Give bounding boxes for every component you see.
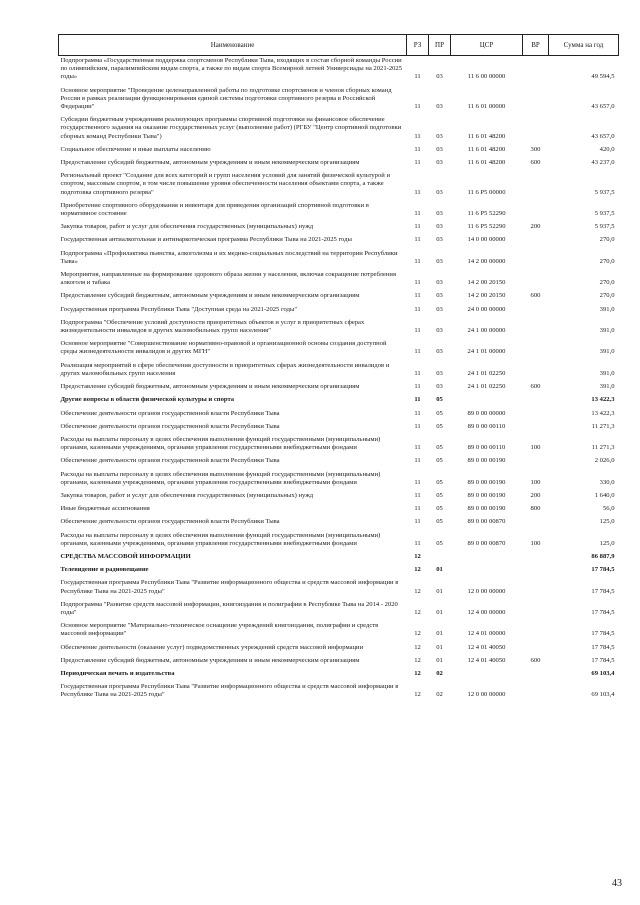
row-name: Субсидии бюджетным учреждениям реализующих программы спортивной подготовки на финансовое обеспечение государственного задания на оказание государственных услуг (выполнение работ) (РГБУ "Центр спортивной подготовки сборных команд Республики Тыва"): [60, 116, 402, 140]
row-pr: 03: [436, 305, 443, 313]
row-sum: 17 784,5: [591, 656, 615, 664]
row-rz: 12: [414, 587, 421, 595]
row-name: Предоставление субсидий бюджетным, автономным учреждениям и иным некоммерческим организациям: [60, 656, 360, 664]
row-pr: 03: [436, 257, 443, 265]
row-name: Подпрограмма «Профилактика пьянства, алкоголизма и их медико-социальных последствий на территории Республики Тыва»: [60, 249, 398, 265]
row-csr: 89 0 00 00870: [467, 539, 506, 547]
row-vr: 100: [530, 444, 541, 452]
row-csr: 89 0 00 00190: [467, 491, 506, 499]
table-row: [59, 501, 619, 514]
row-rz: 11: [414, 422, 421, 430]
table-row: [59, 155, 619, 168]
row-name: Социальное обеспечение и иные выплаты населению: [60, 145, 211, 153]
row-csr: [451, 392, 523, 405]
row-csr: 14 2 00 20150: [467, 292, 506, 300]
header-csr: ЦСР: [451, 35, 523, 56]
row-csr: 12 0 00 00000: [467, 691, 506, 699]
header-vr: ВР: [523, 35, 549, 56]
row-vr: [523, 562, 549, 575]
row-name: Закупка товаров, работ и услуг для обеспечения государственных (муниципальных) нужд: [60, 223, 314, 231]
row-csr: [451, 666, 523, 679]
row-sum: 5 937,5: [594, 188, 615, 196]
row-rz: 12: [414, 552, 421, 560]
row-vr: 300: [530, 145, 541, 153]
row-sum: 43 657,0: [591, 132, 615, 140]
row-vr: [523, 392, 549, 405]
table-row: [59, 679, 619, 700]
row-rz: 11: [414, 383, 421, 391]
header-name: Наименование: [59, 35, 407, 56]
row-sum: 125,0: [599, 518, 615, 526]
row-vr: 800: [530, 505, 541, 513]
table-row: [59, 432, 619, 453]
row-rz: 11: [414, 103, 421, 111]
row-pr: 01: [436, 656, 443, 664]
row-pr: 02: [436, 669, 443, 677]
row-vr: [523, 198, 549, 219]
row-csr: 12 4 01 40050: [467, 656, 506, 664]
row-sum: 13 422,3: [591, 409, 615, 417]
table-row: [59, 419, 619, 432]
row-sum: 43 657,0: [591, 103, 615, 111]
row-pr: 03: [436, 327, 443, 335]
row-sum: 330,0: [599, 478, 615, 486]
row-name: Обеспечение деятельности органов государственной власти Республики Тыва: [60, 422, 280, 430]
row-vr: [523, 597, 549, 618]
row-csr: 89 0 00 00110: [467, 422, 506, 430]
row-vr: [523, 336, 549, 357]
row-vr: 200: [530, 223, 541, 231]
row-vr: [523, 453, 549, 466]
row-name: Телевидение и радиовещание: [60, 566, 149, 574]
row-sum: 391,0: [599, 383, 615, 391]
row-name: Обеспечение деятельности органов государственной власти Республики Тыва: [60, 409, 280, 417]
page-number: 43: [612, 878, 622, 889]
row-rz: 11: [414, 327, 421, 335]
table-row: [59, 640, 619, 653]
row-pr: 05: [436, 539, 443, 547]
table-row: [59, 453, 619, 466]
row-csr: 89 0 00 00190: [467, 478, 506, 486]
row-sum: 5 937,5: [594, 210, 615, 218]
row-rz: 11: [414, 236, 421, 244]
row-vr: [523, 232, 549, 245]
row-rz: 12: [414, 669, 421, 677]
row-name: Подпрограмма "Обеспечение условий доступности приоритетных объектов и услуг в приоритетных сферах жизнедеятельности инвалидов и других маломобильных групп населения": [60, 318, 365, 335]
row-pr: 03: [436, 159, 443, 167]
row-csr: 14 2 00 20150: [467, 279, 506, 287]
row-rz: 11: [414, 210, 421, 218]
table-row: [59, 288, 619, 301]
table-row: [59, 315, 619, 336]
row-name: Государственная программа Республики Тыва "Доступная среда на 2021-2025 годы": [60, 305, 298, 313]
row-name: Мероприятия, направленные на формирование здорового образа жизни у населения, включая сокращение потребления алкоголя и табака: [60, 271, 396, 287]
table-row: [59, 232, 619, 245]
row-sum: 13 422,3: [591, 396, 615, 404]
row-sum: 86 887,9: [591, 552, 615, 560]
row-pr: 03: [436, 236, 443, 244]
row-sum: 5 937,5: [594, 223, 615, 231]
row-rz: 11: [414, 279, 421, 287]
row-csr: 11 6 01 48200: [467, 145, 506, 153]
row-sum: 270,0: [599, 279, 615, 287]
row-pr: 01: [436, 608, 443, 616]
table-row: [59, 358, 619, 379]
row-pr: 05: [436, 457, 443, 465]
row-pr: 05: [436, 444, 443, 452]
table-row: [59, 562, 619, 575]
row-vr: [523, 267, 549, 288]
row-vr: [523, 246, 549, 267]
row-rz: 11: [414, 145, 421, 153]
row-pr: 03: [436, 73, 443, 81]
row-name: Предоставление субсидий бюджетным, автономным учреждениям и иным некоммерческим организациям: [60, 159, 360, 167]
row-csr: 89 0 00 00870: [467, 518, 506, 526]
row-rz: 12: [414, 691, 421, 699]
row-rz: 11: [414, 444, 421, 452]
header-sum: Сумма на год: [549, 35, 619, 56]
row-csr: 89 0 00 00110: [467, 444, 506, 452]
row-rz: 11: [414, 292, 421, 300]
row-name: Реализация мероприятий в сфере обеспечения доступности в приоритетных сферах жизнедеятельности инвалидов и других маломобильных групп населения: [60, 361, 390, 377]
row-rz: 11: [414, 188, 421, 196]
table-header: [59, 35, 619, 56]
table-row: [59, 246, 619, 267]
row-sum: 270,0: [599, 292, 615, 300]
row-pr: 01: [436, 587, 443, 595]
row-pr: 03: [436, 132, 443, 140]
row-pr: 03: [436, 369, 443, 377]
row-csr: 11 6 00 00000: [467, 73, 506, 81]
row-pr: 03: [436, 188, 443, 196]
table-row: [59, 618, 619, 639]
row-csr: 11 6 P5 00000: [467, 188, 506, 196]
row-pr: 03: [436, 348, 443, 356]
row-name: Обеспечение деятельности органов государственной власти Республики Тыва: [60, 457, 280, 465]
row-vr: [523, 419, 549, 432]
row-sum: 56,0: [602, 505, 615, 513]
row-vr: 600: [530, 383, 541, 391]
row-name: Предоставление субсидий бюджетным, автономным учреждениям и иным некоммерческим организациям: [60, 383, 360, 391]
table-row: [59, 142, 619, 155]
row-vr: 100: [530, 478, 541, 486]
row-sum: 270,0: [599, 257, 615, 265]
row-name: СРЕДСТВА МАССОВОЙ ИНФОРМАЦИИ: [60, 552, 191, 560]
row-sum: 11 271,3: [591, 422, 615, 430]
row-rz: 11: [414, 409, 421, 417]
table-row: [59, 379, 619, 392]
row-rz: 11: [414, 518, 421, 526]
row-csr: 24 1 01 02250: [467, 369, 506, 377]
row-name: Основное мероприятие "Проведение целенаправленной работы по подготовке спортсменов и членов сборных команд России в рамках реализации функционирования единой системы подготовки спортивного резерва в Российской Федерации": [60, 86, 392, 111]
row-sum: 17 784,5: [591, 643, 615, 651]
row-pr: 05: [436, 396, 443, 404]
row-pr: 05: [436, 422, 443, 430]
row-pr: 01: [436, 643, 443, 651]
row-vr: [523, 358, 549, 379]
table-row: [59, 597, 619, 618]
row-sum: 17 784,5: [591, 587, 615, 595]
row-csr: 12 4 01 00000: [467, 630, 506, 638]
table-row: [59, 336, 619, 357]
row-pr: 05: [436, 491, 443, 499]
row-pr: 05: [436, 518, 443, 526]
row-name: Периодическая печать и издательства: [60, 669, 175, 677]
table-row: [59, 219, 619, 232]
row-name: Подпрограмма "Развитие средств массовой информации, книгоиздания и полиграфии в Республике Тыва на 2014 - 2020 годы": [60, 600, 398, 616]
row-rz: 12: [414, 630, 421, 638]
row-sum: 11 271,3: [591, 444, 615, 452]
row-rz: 11: [414, 457, 421, 465]
row-vr: [523, 168, 549, 198]
row-name: Другие вопросы в области физической культуры и спорта: [60, 396, 235, 404]
table-row: [59, 302, 619, 315]
row-rz: 11: [414, 257, 421, 265]
row-vr: 200: [530, 491, 541, 499]
row-pr: 03: [436, 292, 443, 300]
row-sum: 17 784,5: [591, 566, 615, 574]
row-csr: 14 2 00 00000: [467, 257, 506, 265]
row-name: Основное мероприятие "Материально-техническое оснащение учреждений книгоиздания, полиграфии и средств массовой информации": [60, 622, 379, 638]
table-row: [59, 549, 619, 562]
table-row: [59, 56, 619, 83]
row-csr: 12 4 00 00000: [467, 608, 506, 616]
row-name: Государственная программа Республики Тыва "Развитие информационного общества и средств массовой информации в Республике Тыва на 2021-2025 годы": [60, 683, 399, 699]
row-rz: 11: [414, 478, 421, 486]
row-csr: 11 6 01 00000: [467, 103, 506, 111]
row-sum: 1 640,0: [594, 491, 615, 499]
table-body: [59, 56, 619, 701]
table-row: [59, 83, 619, 113]
row-name: Расходы на выплаты персоналу в целях обеспечения выполнения функций государственными (муниципальными) органами, казенными учреждениями, органами управления государственными внебюджетными фондами: [60, 435, 381, 452]
row-vr: 600: [530, 159, 541, 167]
row-sum: 69 103,4: [591, 691, 615, 699]
row-sum: 69 103,4: [591, 669, 615, 677]
row-pr: 03: [436, 383, 443, 391]
row-rz: 11: [414, 73, 421, 81]
header-pr: ПР: [429, 35, 451, 56]
header-rz: РЗ: [407, 35, 429, 56]
row-rz: 11: [414, 539, 421, 547]
row-pr: 02: [436, 691, 443, 699]
row-vr: 600: [530, 292, 541, 300]
row-name: Приобретение спортивного оборудования и инвентаря для приведения организаций спортивной подготовки в нормативное состояние: [60, 201, 369, 218]
row-pr: 03: [436, 210, 443, 218]
table-row: [59, 514, 619, 527]
row-csr: 89 0 00 00190: [467, 505, 506, 513]
row-rz: 11: [414, 491, 421, 499]
table-row: [59, 575, 619, 596]
row-vr: [523, 575, 549, 596]
row-name: Подпрограмма «Государственная поддержка спортсменов Республики Тыва, входящих в состав сборной команды России по олимпийским, паралимпийским видам спорта, а также по видам спорта Всемирной летней Универсиады на 2021-2025 годы»: [60, 57, 403, 81]
row-name: Обеспечение деятельности органов государственной власти Республики Тыва: [60, 518, 280, 526]
row-sum: 391,0: [599, 327, 615, 335]
row-sum: 43 237,0: [591, 159, 615, 167]
table-row: [59, 467, 619, 488]
row-vr: [523, 514, 549, 527]
row-sum: 391,0: [599, 348, 615, 356]
row-vr: [523, 666, 549, 679]
row-rz: 12: [414, 566, 421, 574]
row-name: Расходы на выплаты персоналу в целях обеспечения выполнения функций государственными (муниципальными) органами, казенными учреждениями, органами управления государственными внебюджетными фондами: [60, 470, 381, 486]
row-sum: 49 594,5: [591, 73, 615, 81]
row-rz: 12: [414, 643, 421, 651]
row-vr: [523, 302, 549, 315]
row-vr: 600: [530, 656, 541, 664]
row-rz: 11: [414, 505, 421, 513]
table-row: [59, 488, 619, 501]
row-rz: 11: [414, 396, 421, 404]
row-rz: 11: [414, 159, 421, 167]
row-vr: 100: [530, 539, 541, 547]
row-csr: 89 0 00 00190: [467, 457, 506, 465]
table-row: [59, 528, 619, 549]
row-vr: [523, 112, 549, 142]
table-row: [59, 168, 619, 198]
row-pr: [429, 549, 451, 562]
row-csr: 11 6 01 48200: [467, 132, 506, 140]
row-name: Основное мероприятие "Совершенствование нормативно-правовой и организационной основы создания доступной среды жизнедеятельности инвалидов и других МГН": [60, 340, 387, 356]
row-csr: 11 6 P5 52290: [467, 210, 506, 218]
row-csr: [451, 562, 523, 575]
table-row: [59, 198, 619, 219]
row-name: Закупка товаров, работ и услуг для обеспечения государственных (муниципальных) нужд: [60, 491, 314, 499]
row-pr: 01: [436, 630, 443, 638]
row-pr: 03: [436, 223, 443, 231]
row-vr: [523, 406, 549, 419]
row-vr: [523, 679, 549, 700]
table-row: [59, 267, 619, 288]
row-name: Обеспечение деятельности (оказание услуг) подведомственных учреждений средств массовой информации: [60, 643, 364, 651]
row-csr: 11 6 01 48200: [467, 159, 506, 167]
row-rz: 12: [414, 656, 421, 664]
row-sum: 17 784,5: [591, 608, 615, 616]
row-csr: 24 1 01 02250: [467, 383, 506, 391]
row-sum: 391,0: [599, 369, 615, 377]
table-row: [59, 653, 619, 666]
row-vr: [523, 83, 549, 113]
budget-table-sheet: [58, 34, 618, 701]
row-csr: 24 1 00 00000: [467, 327, 506, 335]
row-pr: 05: [436, 505, 443, 513]
row-vr: [523, 618, 549, 639]
row-pr: 03: [436, 103, 443, 111]
row-sum: 270,0: [599, 236, 615, 244]
row-sum: 125,0: [599, 539, 615, 547]
budget-table: [58, 34, 619, 701]
row-csr: 89 0 00 00000: [467, 409, 506, 417]
table-row: [59, 392, 619, 405]
row-sum: 17 784,5: [591, 630, 615, 638]
row-pr: 01: [436, 566, 443, 574]
row-rz: 11: [414, 305, 421, 313]
row-csr: 11 6 P5 52290: [467, 223, 506, 231]
row-csr: 12 0 00 00000: [467, 587, 506, 595]
table-row: [59, 666, 619, 679]
row-name: Предоставление субсидий бюджетным, автономным учреждениям и иным некоммерческим организациям: [60, 292, 360, 300]
row-rz: 11: [414, 223, 421, 231]
table-row: [59, 406, 619, 419]
row-pr: 03: [436, 145, 443, 153]
row-vr: [523, 640, 549, 653]
row-name: Иные бюджетные ассигнования: [60, 505, 150, 513]
row-rz: 12: [414, 608, 421, 616]
row-sum: 2 026,0: [594, 457, 615, 465]
row-vr: [523, 549, 549, 562]
row-csr: 24 0 00 00000: [467, 305, 506, 313]
row-rz: 11: [414, 369, 421, 377]
row-name: Региональный проект "Создание для всех категорий и групп населения условий для занятий физической культурой и спортом, массовым спортом, в том числе повышение уровня обеспеченности населения объектами спорта, а также подготовка спортивного резерва": [60, 172, 390, 196]
row-name: Государственная программа Республики Тыва "Развитие информационного общества и средств массовой информации в Республике Тыва на 2021-2025 годы": [60, 579, 399, 595]
row-csr: [451, 549, 523, 562]
table-row: [59, 112, 619, 142]
row-name: Государственная антиалкогольная и антинаркотическая программа Республики Тыва на 2021-2025 годы: [60, 236, 352, 244]
row-sum: 420,0: [599, 145, 615, 153]
row-name: Расходы на выплаты персоналу в целях обеспечения выполнения функций государственными (муниципальными) органами, казенными учреждениями, органами управления государственными внебюджетными фондами: [60, 531, 381, 547]
row-pr: 05: [436, 478, 443, 486]
row-csr: 14 0 00 00000: [467, 236, 506, 244]
row-rz: 11: [414, 132, 421, 140]
row-rz: 11: [414, 348, 421, 356]
row-sum: 391,0: [599, 305, 615, 313]
row-pr: 05: [436, 409, 443, 417]
row-pr: 03: [436, 279, 443, 287]
row-vr: [523, 315, 549, 336]
row-csr: 24 1 01 00000: [467, 348, 506, 356]
row-csr: 12 4 01 40050: [467, 643, 506, 651]
row-vr: [523, 56, 549, 83]
